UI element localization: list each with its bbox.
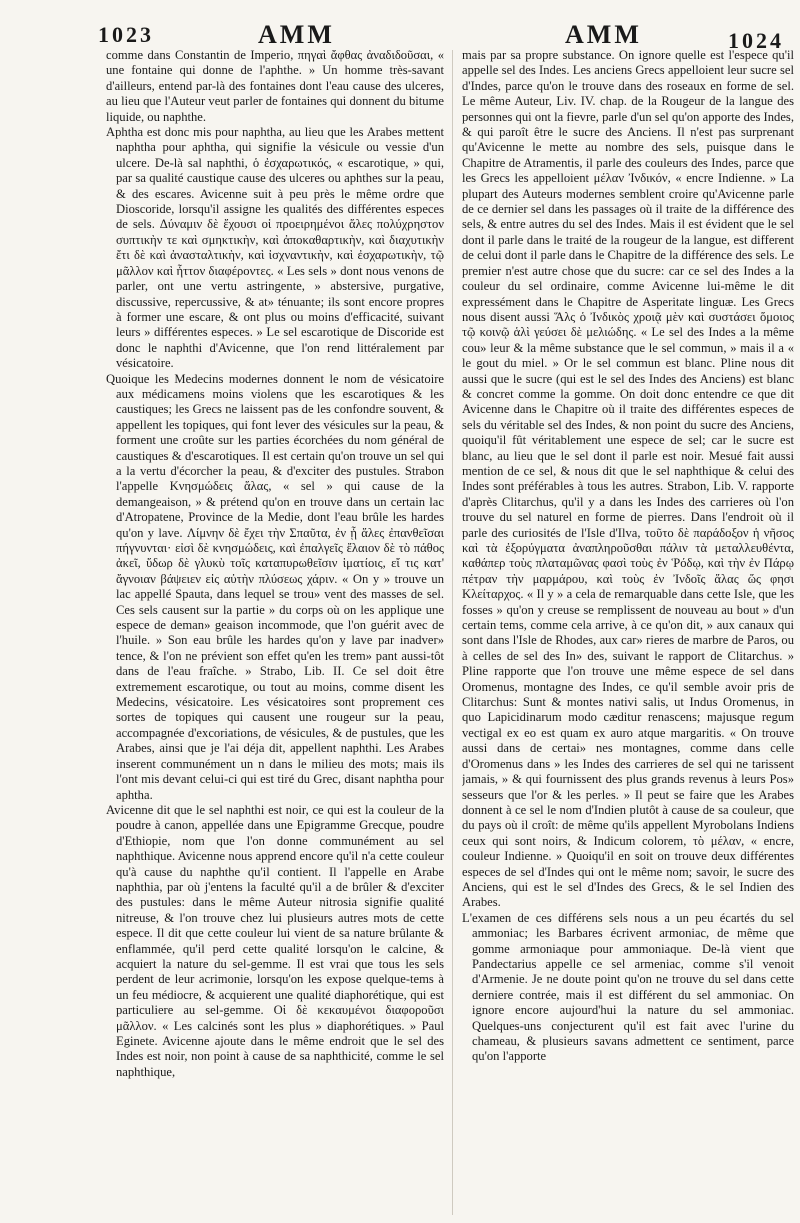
page-number-left: 1023 xyxy=(98,22,154,47)
column-divider xyxy=(452,50,453,1215)
paragraph: mais par sa propre substance. On ignore quelle est l'espece qu'il appelle sel des Indes. Les anciens Grecs appelloient leur sucre sel d'Indes, parce qu'on le trouve dans des roseaux en forme de sel. Le même Auteur, Liv. IV. chap. de la Rougeur de la langue des personnes qui ont la fievre, parle d'un sel qu'on apporte des Indes, & qui paroît être le sucre des Anciens. Il n'est pas surprenant qu'Avicenne le mette au nombre des sels, puisque dans le Chapitre de Atramentis, il parle des couleurs des Indes, parce que les Grecs les appelloient μέλαν Ἰνδικόν, « encre Indienne. » La plupart des Auteurs modernes semblent croire qu'Avicenne parle de ce dernier sel dans les passages où il traite de la différence des sels, & entre autres du sel des Indes. Mais il est évident que le sel dont il parle dans le traité de la rougeur de la langue, est different de celui dont il parle dans le Chapitre de la différence des sels. Le premier n'est autre chose que du sucre: car ce sel des Indes a la couleur du sel ordinaire, comme Avicenne lui-même le dit expressément dans le Chapitre de Asperitate linguæ. Les Grecs nous disent aussi Ἅλς ὁ Ἰνδικὸς χροιᾷ μὲν καὶ συστάσει ὅμοιος τῷ κοινῷ ἁλὶ γεύσει δὲ μελιώδης. « Le sel des Indes a la même cou» leur & la même substance que le sel commun, » mais il a « le gout du miel. » Or le sel commun est blanc. Pline nous dit aussi que le sucre (qui est le sel des Indes des Anciens) est blanc & concret comme la gomme. On doit donc entendre ce que dit Avicenne dans le Chapitre où il traite des différentes especes de sels du véritable sel des Indes, & non point du sucre des Anciens, quoiqu'il fût véritablement une espece de sel; car le sucre est blanc, au lieu que le sel dont il parle est noir. Mesué fait aussi mention de ce sel, & nous dit que le sel naphthique & celui des Indes sont préférables à tous les autres. Strabon, Lib. V. rapporte d'après Clitarchus, qu'il y a dans les Indes des carrieres où l'on trouve du sel naturel en forme de pierres. Dans l'endroit où il parle des curiosités de l'Isle d'Ilva, τοῦτο δὲ παράδοξον ἡ νῆσος καὶ τὰ ἐξορύγματα ἀναπληροῦσθαι πάλιν τὰ μεταλλευθέντα, καθάπερ τοὺς πλαταμῶνας φασὶ τοὺς ἐν Ῥόδῳ, καὶ τὴν ἐν Πάρῳ πέτραν τὴν μαρμάρου, καὶ τοὺς ἐν Ἰνδοῖς ἅλας ὥς φησι Κλείταρχος. « Il y » a cela de remarquable dans cette Isle, que les fosses » qu'on y creuse se remplissent de nouveau au bout » d'un certain tems, comme cela arrive, à ce qu'on dit, » aux canaux qui sont dans l'Isle de Rhodes, aux car» rieres de marbre de Paros, ou à celles de sel des In» des, suivant le rapport de Clitarchus. » Pline rapporte que l'on trouve une même espece de sel dans Oromenus, montagne des Indes, ce qu'il semble avoir pris de Clitarchus: Sunt & montes nativi salis, ut Indus Oromenus, in quo Lapicidinarum modo cæditur renascens; majusque regum vectigal ex eo est quam ex auro atque margaritis. « On trouve aussi dans de certai» nes montagnes, comme dans celle d'Oromenus dans » les Indes des carrieres de sel qui ne tarissent jamais, » & qui fournissent des plus grands revenus à leurs Pos» sesseurs que l'or & les perles. » Il peut se faire que les Arabes donnent à ce sel le nom d'Indien plutôt à cause de sa couleur, que du pays où il croît: de même qu'ils appellent Myrobolans Indiens ceux qui sont noirs, & Indicum colorem, τὸ μέλαν, « encre, couleur Indienne. » Quoiqu'il en soit on trouve deux différentes especes de sel d'Indes qui ont le même nom; savoir, le sucre des Anciens, qui est le sel d'Indes des Grecs, & le sel Indien des Arabes. xyxy=(462,48,794,910)
running-head-right: AMM xyxy=(565,20,642,49)
running-head-left: AMM xyxy=(258,20,335,49)
paragraph: L'examen de ces différens sels nous a un peu écartés du sel ammoniac; les Barbares écrivent armoniac, de même que gomme armoniaque pour ammoniaque. De-là vient que Pandectarius appelle ce sel armeniac, comme s'il venoit d'Armenie. Je ne doute point qu'on ne trouve du sel dans cette derniere contrée, mais il est différent du sel ammoniac. On ignore encore aujourd'hui la nature du sel ammoniac. Quelques-uns conjecturent qu'il est fait avec l'urine du chameau, & plusieurs savans admettent ce sentiment, parce qu'on l'apporte xyxy=(462,910,794,1064)
paragraph: Quoique les Medecins modernes donnent le nom de vésicatoire aux médicamens moins violens que les escarotiques & les caustiques; les Grecs ne laissent pas de les confondre souvent, & appellent les topiques, qui font lever des vésicules sur la peau, & forment une croûte sur les parties écorchées du nom général de caustiques & d'escarotiques. Il est certain qu'on trouve un sel qui a la vertu d'écorcher la peau, & d'exciter des pustules. Strabon l'appelle Κνησμώδεις ἅλας, « sel » qui cause de la demangeaison, » & prétend qu'on en trouve dans un certain lac d'Atropatene, Province de la Medie, dont l'eau brûle les hardes qu'on y lave. Λίμνην δὲ ἔχει τὴν Σπαῦτα, ἐν ᾗ ἅλες ἐπανθεῖσαι πήγνυνται· εἰσὶ δὲ κνησμώδεις, καὶ ἐπαλγεῖς ἔλαιον δὲ τὸ πάθος ἀκεῖ, ὕδωρ δὲ γλυκὺ τοῖς καταπυρωθεῖσιν ἱματίοις, εἴ τις κατ' ἄγνοιαν βάψειεν εἰς αὐτὴν πλύσεως χάριν. « On y » trouve un lac appellé Spauta, dans lequel se trou» vent des masses de sel. Ces sels causent sur la partie » du corps où on les applique une espece de deman» geaison incommode, que l'on guérit avec de l'huile. » Son eau brûle les hardes qu'on y lave par inadver» tence, & l'on ne prévient son effet qu'en les trem» pant aussi-tôt dans de l'eau fraîche. » Strabo, Lib. II. Ce sel doit être extremement escarotique, ou tout au moins, comme disent les Medecins, vésicatoire. Les vésicatoires sont proprement ces sortes de topiques qui causent une rougeur sur la peau, accompagnée d'excoriations, de vésicules, & de pustules, que les Arabes, ainsi que je l'ai déja dit, appellent naphthi. Les Arabes inserent communément un n dans le milieu des mots; mais ils l'ont mis devant celui-ci qui est tiré du Grec, disant naphtha pour aphtha. xyxy=(106,371,444,802)
paragraph: Aphtha est donc mis pour naphtha, au lieu que les Arabes mettent naphtha pour aphtha, qui signifie la vésicule ou vessie d'un ulcere. De-là sal naphthi, ὁ ἐσχαρωτικός, « escarotique, » qui, par sa qualité caustique cause des ulceres ou aphthes sur la peau, & des escares. Avicenne suit à peu près le même ordre que Dioscoride, lorsqu'il assigne les qualités des différentes especes de sels. Δύναμιν δὲ ἔχουσι οἱ προειρημένοι ἅλες πολύχρηστον συπτικὴν τε καὶ σμηκτικὴν, καὶ ἀποκαθαρτικὴν, καὶ διαχυτικὴν ἔτι δὲ καὶ ἀνασταλτικὴν, καὶ ἰσχναντικὴν, καὶ ἐσχαρωτικὴν, τῷ μᾶλλον καὶ ἧττον διαφέροντες. « Les sels » dont nous venons de parler, ont une vertu astringente, » abstersive, purgative, discussive, repercussive, & at» ténuante; ils sont encore propres à former une escare, & ont plus ou moins d'efficacité, suivant leurs » différentes especes. » Le sel escarotique de Discoride est donc le naphthi d'Avicenne, que l'on rend littéralement par vésicatoire. xyxy=(106,125,444,371)
right-column xyxy=(462,48,794,1218)
paragraph: Avicenne dit que le sel naphthi est noir, ce qui est la couleur de la poudre à canon, appellée dans une Epigramme Grecque, poudre d'Ethiopie, nom que l'on donne communément au sel naphthique. Avicenne nous apprend encore qu'il n'a cette couleur qu'à cause du naphthe qu'il contient. Il l'appelle en Arabe naphthia, par où j'entens la faculté qu'il a de brûler & d'exciter des pustules: dans le même Auteur nitrosia signifie qualité nitreuse, & l'on trouve chez lui plusieurs autres mots de cette espece. Il dit que cette couleur lui vient de sa nature brûlante & enflammée, qu'il perd cette qualité lorsqu'on le calcine, & acquiert la nature du sel-gemme. Il est vrai que tous les sels perdent de leur acrimonie, lorsqu'on les expose quelque-tems à un feu médiocre, & acquierent une qualité diaphorétique, qui est particuliere au sel-gemme. Οἱ δὲ κεκαυμένοι διαφοροῦσι μᾶλλον. « Les calcinés sont les plus » diaphorétiques. » Paul Eginete. Avicenne ajoute dans le même endroit que le sel des Indes est noir, non point à cause de sa naphthicité, comme le sel naphthique, xyxy=(106,802,444,1079)
paragraph: comme dans Constantin de Imperio, πηγαὶ ἄφθας ἀναδιδοῦσαι, « une fontaine qui donne de l'aphthe. » Un homme très-savant d'ailleurs, entend par-là des fontaines dont l'eau cause des ulceres, au lieu que l'Auteur veut parler de fontaines qui donnent du bitume liquide, ou naphthe. xyxy=(106,48,444,124)
page-header xyxy=(0,8,800,53)
left-column xyxy=(106,48,444,1218)
page-number-right: 1024 xyxy=(728,28,784,53)
